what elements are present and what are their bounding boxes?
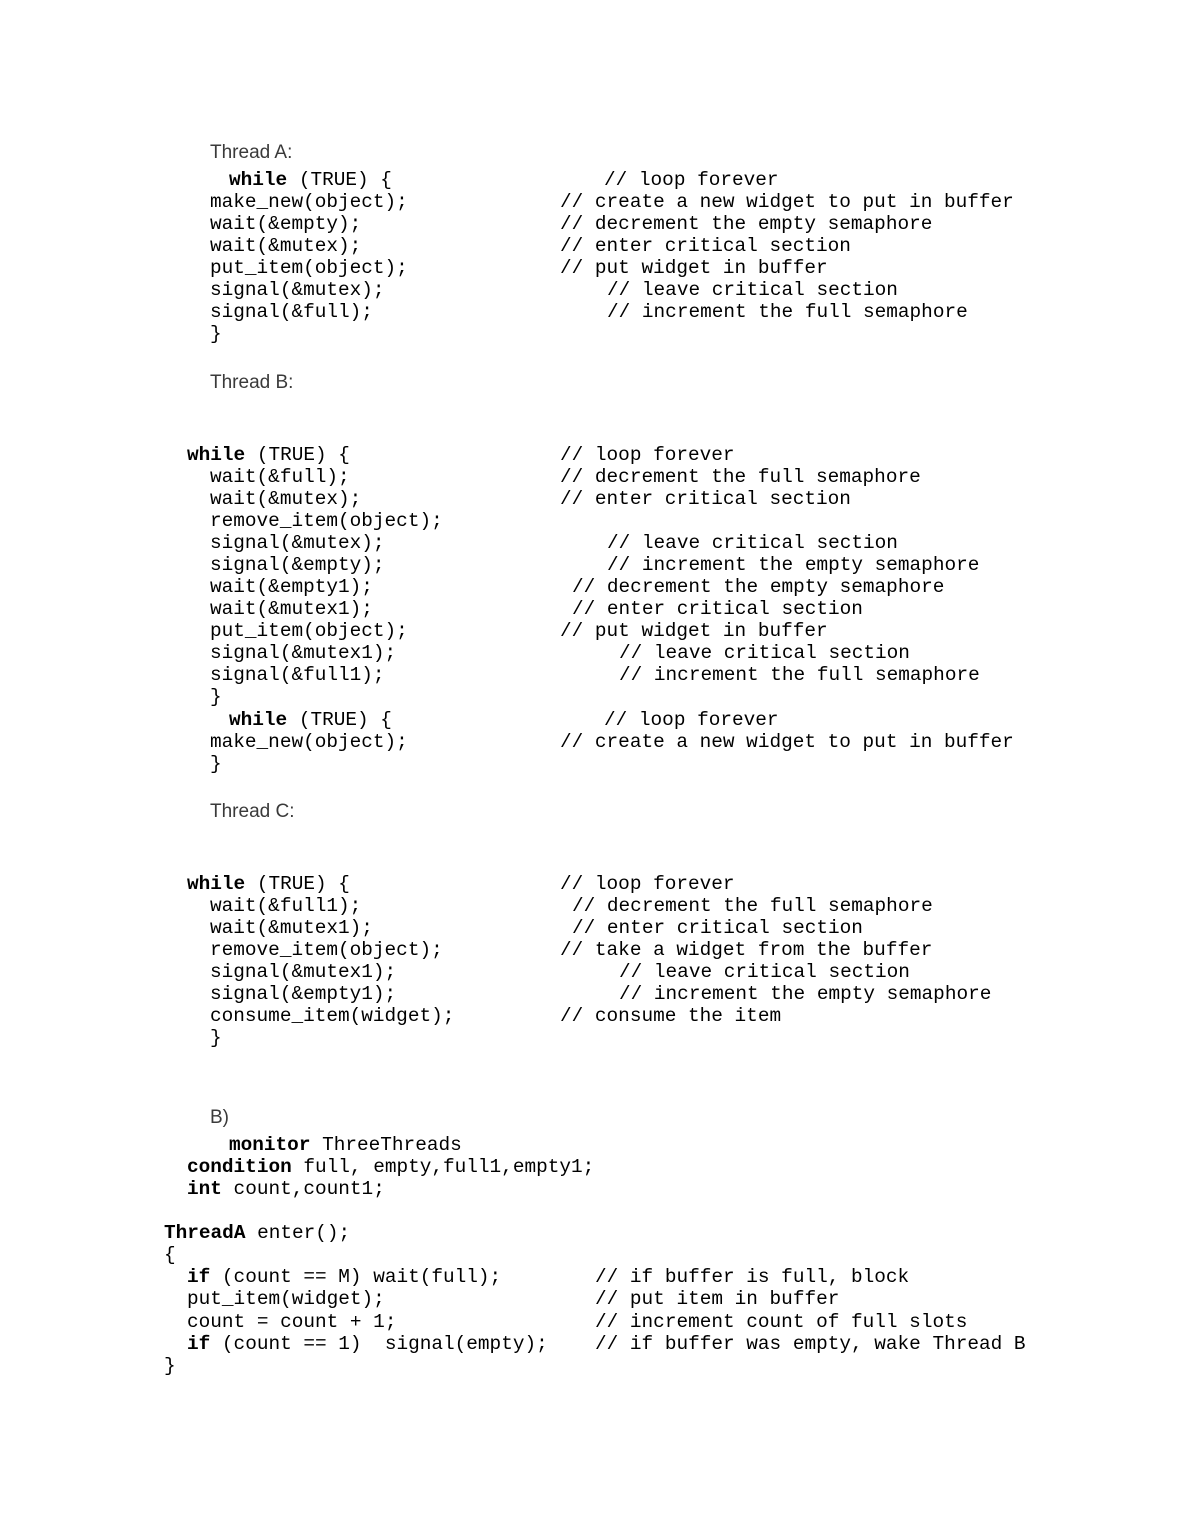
keyword: condition <box>187 1156 292 1178</box>
code-line: ThreadA enter(); <box>164 1222 351 1244</box>
code-comment: // leave critical section <box>619 961 910 983</box>
code-comment: // increment count of full slots <box>595 1311 968 1333</box>
code-comment: // enter critical section <box>560 235 851 257</box>
code-comment: // increment the empty semaphore <box>607 554 980 576</box>
code-line: remove_item(object); <box>210 939 443 961</box>
code-line: signal(&mutex1); <box>210 642 397 664</box>
keyword: while <box>229 169 288 191</box>
code-line: condition full, empty,full1,empty1; <box>187 1156 595 1178</box>
code-line: while (TRUE) { <box>229 169 392 191</box>
code-line: while (TRUE) { <box>187 444 350 466</box>
code-comment: // create a new widget to put in buffer <box>560 191 1014 213</box>
keyword: while <box>229 709 288 731</box>
code-line: signal(&full1); <box>210 664 385 686</box>
keyword: ThreadA <box>164 1222 246 1244</box>
code-comment: // increment the full semaphore <box>607 301 968 323</box>
code-line: int count,count1; <box>187 1178 385 1200</box>
code-comment: // loop forever <box>560 873 735 895</box>
code-line: put_item(widget); <box>187 1288 385 1310</box>
keyword: if <box>187 1333 211 1355</box>
code-comment: // decrement the empty semaphore <box>560 213 933 235</box>
code-line: signal(&empty1); <box>210 983 397 1005</box>
code-line: count = count + 1; <box>187 1311 397 1333</box>
code-comment: // if buffer is full, block <box>595 1266 910 1288</box>
code-line: signal(&full); <box>210 301 373 323</box>
code-comment: // enter critical section <box>572 598 863 620</box>
code-line: if (count == M) wait(full); <box>187 1266 502 1288</box>
code-line: } <box>210 1027 222 1049</box>
code-comment: // leave critical section <box>607 279 898 301</box>
code-comment: // decrement the full semaphore <box>560 466 921 488</box>
code-comment: // take a widget from the buffer <box>560 939 933 961</box>
code-line: wait(&mutex1); <box>210 598 373 620</box>
code-line: put_item(object); <box>210 257 408 279</box>
code-line: } <box>210 686 222 708</box>
code-line: { <box>164 1244 176 1266</box>
code-line: wait(&empty1); <box>210 576 373 598</box>
code-line: signal(&mutex1); <box>210 961 397 983</box>
code-line: make_new(object); <box>210 731 408 753</box>
code-line: wait(&mutex); <box>210 488 362 510</box>
code-line: } <box>210 323 222 345</box>
thread-c-heading: Thread C: <box>210 801 295 822</box>
code-line: signal(&mutex); <box>210 279 385 301</box>
code-line: wait(&mutex1); <box>210 917 373 939</box>
code-comment: // create a new widget to put in buffer <box>560 731 1014 753</box>
code-comment: // decrement the full semaphore <box>572 895 933 917</box>
keyword: if <box>187 1266 211 1288</box>
code-line: monitor ThreeThreads <box>229 1134 462 1156</box>
code-comment: // leave critical section <box>607 532 898 554</box>
code-comment: // leave critical section <box>619 642 910 664</box>
code-line: remove_item(object); <box>210 510 443 532</box>
code-comment: // if buffer was empty, wake Thread B <box>595 1333 1026 1355</box>
code-line: } <box>210 753 222 775</box>
code-comment: // decrement the empty semaphore <box>572 576 945 598</box>
code-line: } <box>164 1355 176 1377</box>
code-comment: // increment the full semaphore <box>619 664 980 686</box>
code-comment: // loop forever <box>560 444 735 466</box>
code-line: while (TRUE) { <box>187 873 350 895</box>
part-b-heading: B) <box>210 1107 229 1128</box>
code-line: signal(&empty); <box>210 554 385 576</box>
keyword: while <box>187 444 246 466</box>
code-line: wait(&full); <box>210 466 350 488</box>
code-line: if (count == 1) signal(empty); <box>187 1333 548 1355</box>
code-line: wait(&mutex); <box>210 235 362 257</box>
code-line: wait(&full1); <box>210 895 362 917</box>
thread-b-heading: Thread B: <box>210 372 294 393</box>
code-comment: // put item in buffer <box>595 1288 840 1310</box>
code-comment: // consume the item <box>560 1005 782 1027</box>
code-line: put_item(object); <box>210 620 408 642</box>
code-comment: // put widget in buffer <box>560 257 828 279</box>
code-line: wait(&empty); <box>210 213 362 235</box>
thread-a-heading: Thread A: <box>210 142 293 163</box>
code-comment: // enter critical section <box>560 488 851 510</box>
code-comment: // put widget in buffer <box>560 620 828 642</box>
code-comment: // loop forever <box>604 709 779 731</box>
code-comment: // loop forever <box>604 169 779 191</box>
keyword: monitor <box>229 1134 311 1156</box>
code-line: while (TRUE) { <box>229 709 392 731</box>
code-comment: // increment the empty semaphore <box>619 983 992 1005</box>
code-line: consume_item(widget); <box>210 1005 455 1027</box>
code-line: make_new(object); <box>210 191 408 213</box>
keyword: int <box>187 1178 222 1200</box>
code-comment: // enter critical section <box>572 917 863 939</box>
keyword: while <box>187 873 246 895</box>
code-line: signal(&mutex); <box>210 532 385 554</box>
